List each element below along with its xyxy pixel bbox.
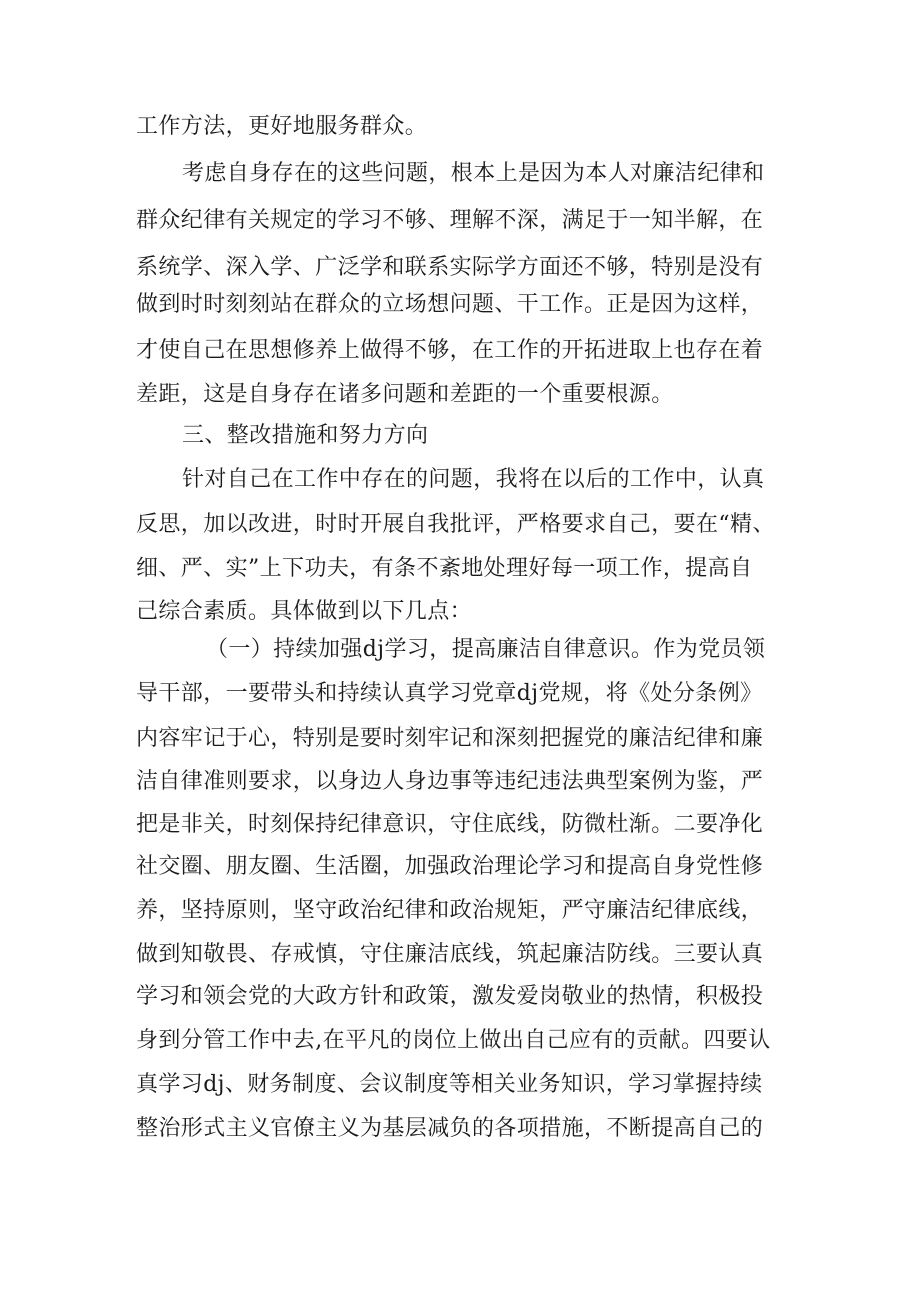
- text-line: 系统学、深入学、广泛学和联系实际学方面还不够，特别是没有: [136, 255, 764, 280]
- text-line: 洁自律准则要求，以身边人身边事等违纪违法典型案例为鉴，严: [136, 769, 764, 794]
- text-line: 内容牢记于心，特别是要时刻牢记和深刻把握党的廉洁纪律和廉: [136, 726, 764, 751]
- text-line: 身到分管工作中去,在平凡的岗位上做出自己应有的贡献。四要认: [136, 1028, 771, 1053]
- text-line: 差距，这是自身存在诸多问题和差距的一个重要根源。: [136, 382, 674, 407]
- paragraph-start-line: 针对自己在工作中存在的问题，我将在以后的工作中，认真: [182, 467, 765, 492]
- text-line: 导干部，一要带头和持续认真学习党章dj党规，将《处分条例》: [136, 681, 763, 706]
- text-line: 养，坚持原则，坚守政治纪律和政治规矩，严守廉洁纪律底线，: [136, 898, 764, 923]
- text-line: 群众纪律有关规定的学习不够、理解不深，满足于一知半解，在: [136, 208, 764, 233]
- text-line: 己综合素质。具体做到以下几点：: [136, 599, 473, 624]
- text-line: 做到知敬畏、存戒慎，守住廉洁底线，筑起廉洁防线。三要认真: [136, 942, 764, 967]
- paragraph-start-line: 考虑自身存在的这些问题，根本上是因为本人对廉洁纪律和: [182, 161, 765, 186]
- text-line: 学习和领会党的大政方针和政策，激发爱岗敬业的热情，积极投: [136, 984, 764, 1009]
- text-line: 真学习dj、财务制度、会议制度等相关业务知识，学习掌握持续: [136, 1072, 763, 1097]
- text-line: 把是非关，时刻保持纪律意识，守住底线，防微杜渐。二要净化: [136, 812, 764, 837]
- text-line: 才使自己在思想修养上做得不够，在工作的开拓进取上也存在着: [136, 338, 764, 363]
- text-line: 反思，加以改进，时时开展自我批评，严格要求自己，要在“精、: [136, 512, 775, 537]
- subsection-heading-line: （一）持续加强dj学习，提高廉洁自律意识。作为党员领: [206, 637, 766, 662]
- text-line: 工作方法，更好地服务群众。: [136, 114, 428, 139]
- text-line: 整治形式主义官僚主义为基层减负的各项措施，不断提高自己的: [136, 1116, 764, 1141]
- section-heading: 三、整改措施和努力方向: [182, 423, 429, 448]
- text-line: 细、严、实”上下功夫，有条不紊地处理好每一项工作，提高自: [136, 556, 753, 581]
- text-line: 社交圈、朋友圈、生活圈，加强政治理论学习和提高自身党性修: [136, 854, 764, 879]
- text-line: 做到时时刻刻站在群众的立场想问题、干工作。正是因为这样，: [136, 292, 764, 317]
